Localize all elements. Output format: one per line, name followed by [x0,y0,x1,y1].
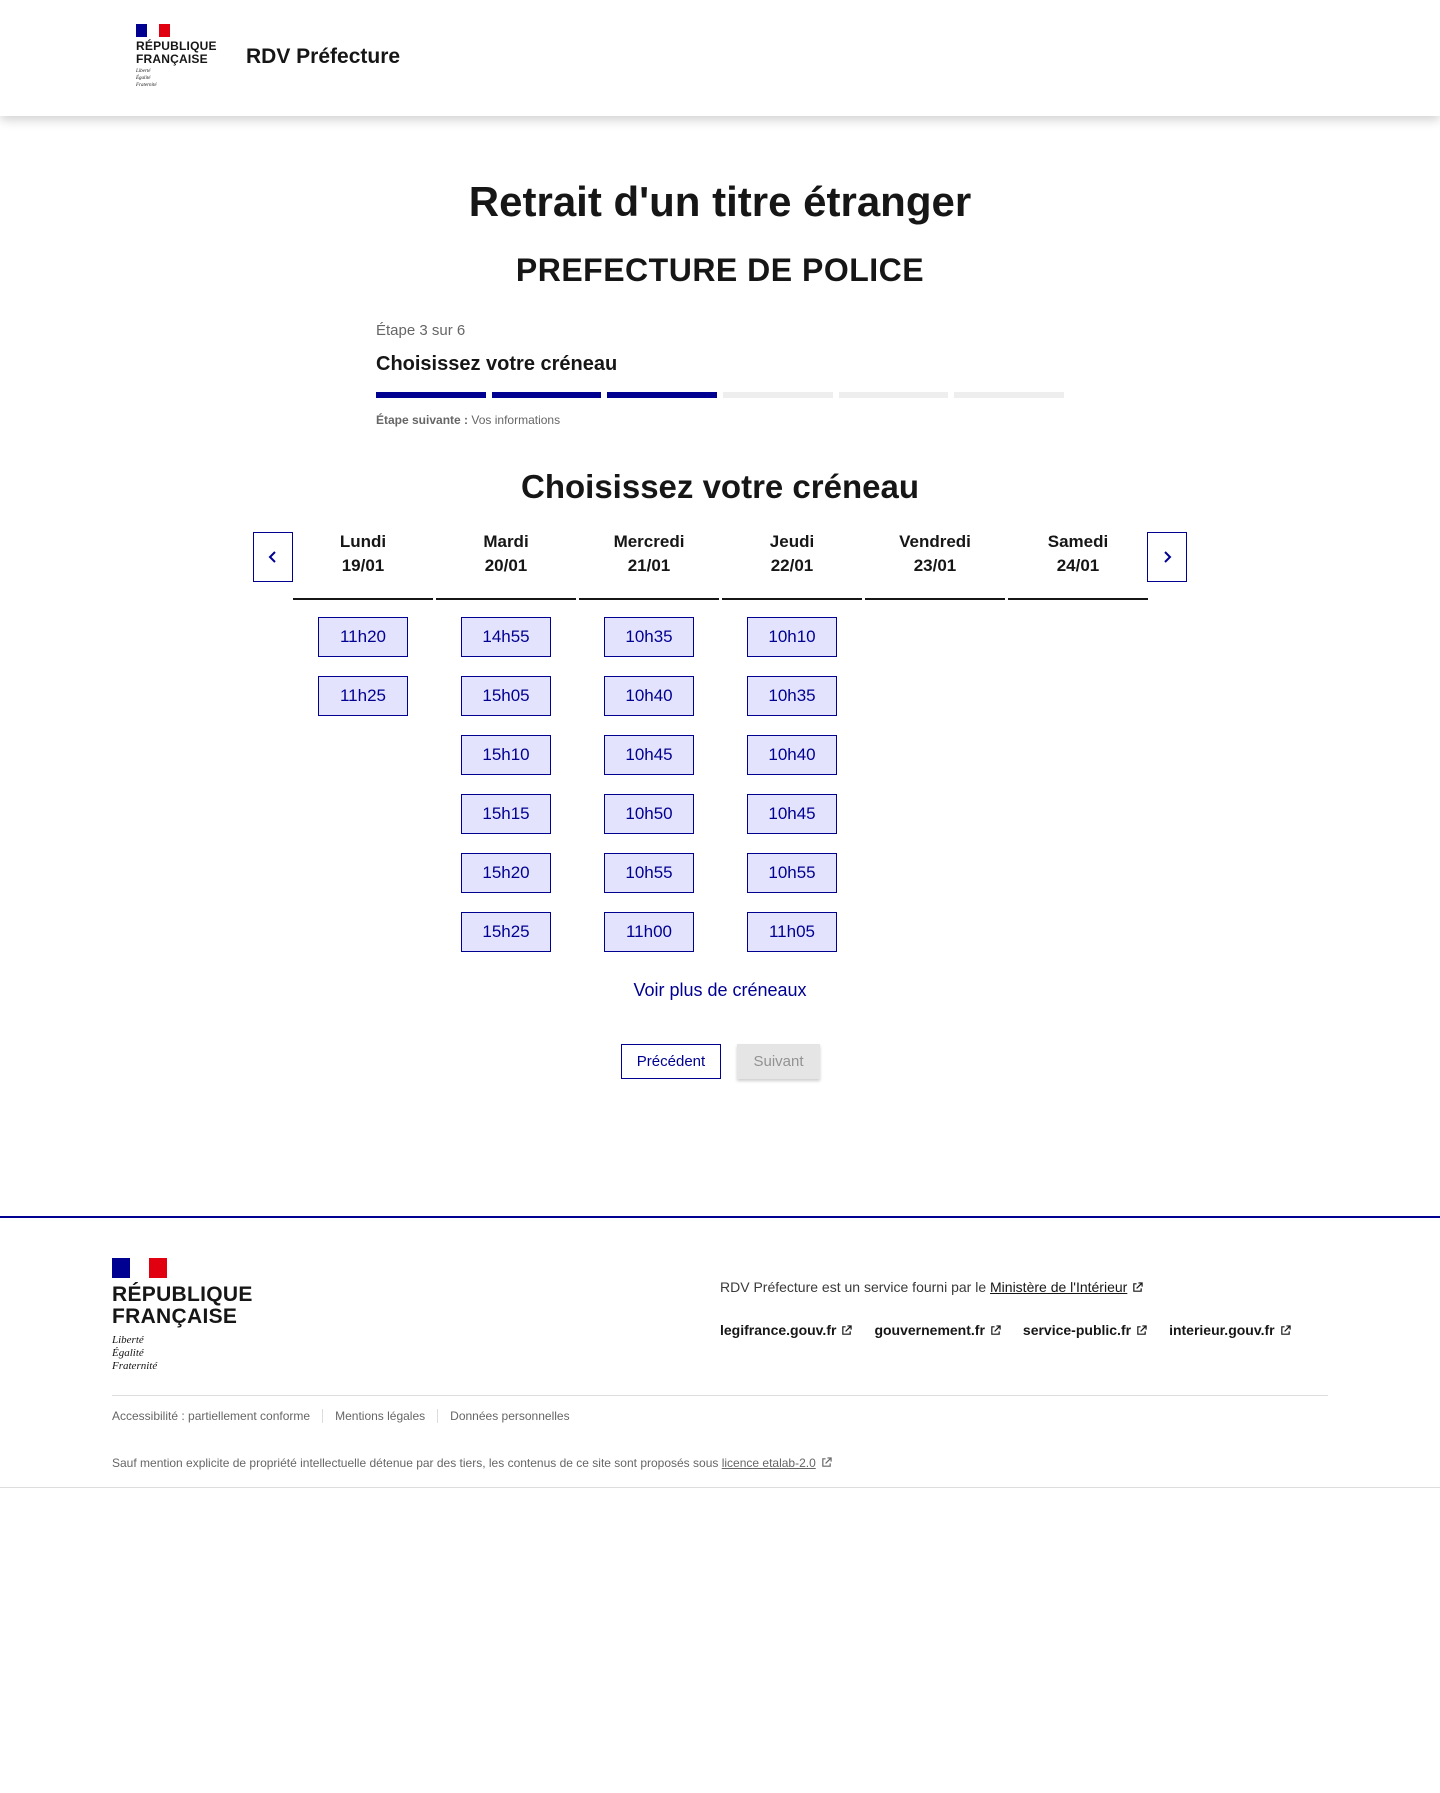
day-name: Mardi [483,532,529,551]
license-link-label: licence etalab-2.0 [721,1456,816,1470]
day-date: 24/01 [1056,556,1100,575]
day-column [436,530,576,952]
step-bar-segment [839,392,949,398]
time-slot-button[interactable]: 15h10 [461,735,551,775]
next-button-disabled: Suivant [737,1044,820,1079]
time-slot-button[interactable]: 10h40 [604,676,694,716]
site-title[interactable]: RDV Préfecture [246,45,401,68]
next-step-info [376,413,1064,427]
footer-description [720,1279,1143,1295]
time-slot-button[interactable]: 11h00 [604,912,694,952]
time-slot-button[interactable]: 10h10 [747,617,837,657]
time-slot-button[interactable]: 15h15 [461,794,551,834]
day-date: 21/01 [627,556,671,575]
time-slot-button[interactable]: 10h55 [747,853,837,893]
time-slot-button[interactable]: 10h55 [604,853,694,893]
republique-francaise-logo[interactable] [136,24,216,94]
day-name: Samedi [1047,532,1109,551]
time-slot-button[interactable]: 15h25 [461,912,551,952]
footer-bottom-links [112,1409,582,1423]
day-date: 22/01 [770,556,814,575]
time-slot-button[interactable]: 11h05 [747,912,837,952]
footer-motto-fraternite: Fraternité [112,1360,158,1372]
day-date: 20/01 [484,556,528,575]
step-count: Étape 3 sur 6 [376,322,466,339]
step-bar-segment [723,392,833,398]
step-bar-segment [954,392,1064,398]
day-name: Vendredi [899,532,971,551]
prefecture-name: PREFECTURE DE POLICE [515,252,925,288]
external-link-icon [841,1325,852,1336]
day-column [1008,530,1148,617]
footer-link-label: gouvernement.fr [874,1322,985,1338]
time-slot-button[interactable]: 11h25 [318,676,408,716]
external-link-icon [990,1325,1001,1336]
previous-button[interactable]: Précédent [621,1044,721,1079]
step-title: Choisissez votre créneau [376,353,618,375]
time-slot-button[interactable]: 10h40 [747,735,837,775]
slot-list [436,600,576,952]
section-title: Choisissez votre créneau [521,468,919,505]
step-bar-segment [607,392,717,398]
footer-logo-line2: FRANÇAISE [112,1305,238,1328]
day-header [722,530,862,600]
footer-bottom-link[interactable]: Données personnelles [437,1409,581,1423]
day-name: Jeudi [769,532,815,551]
day-date: 23/01 [913,556,957,575]
slot-list [579,600,719,952]
footer-external-link[interactable] [1169,1322,1291,1338]
site-header [0,0,1440,116]
time-slot-button[interactable]: 15h20 [461,853,551,893]
time-slot-button[interactable]: 10h50 [604,794,694,834]
day-header [436,530,576,600]
footer-divider [112,1395,1328,1396]
step-bar-segment [376,392,486,398]
next-step-value: Vos informations [471,413,561,427]
slot-list [865,600,1005,617]
page-title: Retrait d'un titre étranger [468,178,972,225]
footer-logo-line1: RÉPUBLIQUE [112,1283,253,1306]
motto-egalite: Égalité [136,76,151,81]
day-header [293,530,433,600]
motto-liberte: Liberté [136,69,151,74]
slot-list [722,600,862,952]
stepper [376,322,1064,427]
external-link-icon [821,1457,832,1468]
footer-external-link[interactable] [1023,1322,1147,1338]
footer-logo[interactable] [112,1258,253,1373]
day-date: 19/01 [341,556,385,575]
ministere-link-label: Ministère de l'Intérieur [990,1279,1128,1295]
more-slots-link[interactable]: Voir plus de créneaux [633,980,807,1000]
logo-text-line1: RÉPUBLIQUE [136,39,217,53]
day-column [865,530,1005,617]
next-step-label: Étape suivante : [376,413,469,427]
slot-list [1008,600,1148,617]
time-slot-button[interactable]: 10h45 [604,735,694,775]
license-link[interactable] [722,1456,832,1470]
time-slot-button[interactable]: 10h35 [604,617,694,657]
step-bar-segment [492,392,602,398]
time-slot-button[interactable]: 10h35 [747,676,837,716]
footer-links [720,1322,1291,1338]
motto-fraternite: Fraternité [136,83,157,88]
day-column [722,530,862,952]
footer-bottom-link[interactable]: Mentions légales [322,1409,437,1423]
logo-text-line2: FRANÇAISE [136,52,208,66]
footer-external-link[interactable] [874,1322,1000,1338]
footer-motto-egalite: Égalité [112,1347,144,1359]
external-link-icon [1136,1325,1147,1336]
time-slot-button[interactable]: 11h20 [318,617,408,657]
previous-week-button[interactable] [253,532,293,582]
day-column [579,530,719,952]
time-slot-button[interactable]: 10h45 [747,794,837,834]
step-progress-bar [376,392,1064,398]
marianne-flag-icon [112,1258,167,1278]
external-link-icon [1280,1325,1291,1336]
chevron-left-icon [266,550,280,564]
day-header [579,530,719,600]
day-header [865,530,1005,600]
day-header [1008,530,1148,600]
footer-link-label: service-public.fr [1022,1322,1132,1338]
day-name: Lundi [339,532,387,551]
time-slot-button[interactable]: 14h55 [461,617,551,657]
footer-bottom-link[interactable]: Accessibilité : partiellement conforme [112,1409,311,1423]
next-week-button[interactable] [1147,532,1187,582]
footer-external-link[interactable] [720,1322,852,1338]
marianne-flag-icon [136,24,170,37]
license-notice [112,1456,832,1470]
footer-link-label: interieur.gouv.fr [1169,1322,1275,1338]
day-name: Mercredi [613,532,685,551]
chevron-right-icon [1160,550,1174,564]
day-column [293,530,433,716]
license-text: Sauf mention explicite de propriété intellectuelle détenue par des tiers, les contenus de ce site sont proposés sous [112,1456,722,1470]
site-footer [0,1216,1440,1488]
footer-link-label: legifrance.gouv.fr [720,1322,837,1338]
slot-list [293,600,433,716]
footer-motto-liberte: Liberté [112,1334,144,1346]
ministere-link[interactable] [990,1279,1143,1295]
time-slot-button[interactable]: 15h05 [461,676,551,716]
footer-desc-text: RDV Préfecture est un service fourni par le [720,1279,991,1295]
external-link-icon [1132,1282,1143,1293]
